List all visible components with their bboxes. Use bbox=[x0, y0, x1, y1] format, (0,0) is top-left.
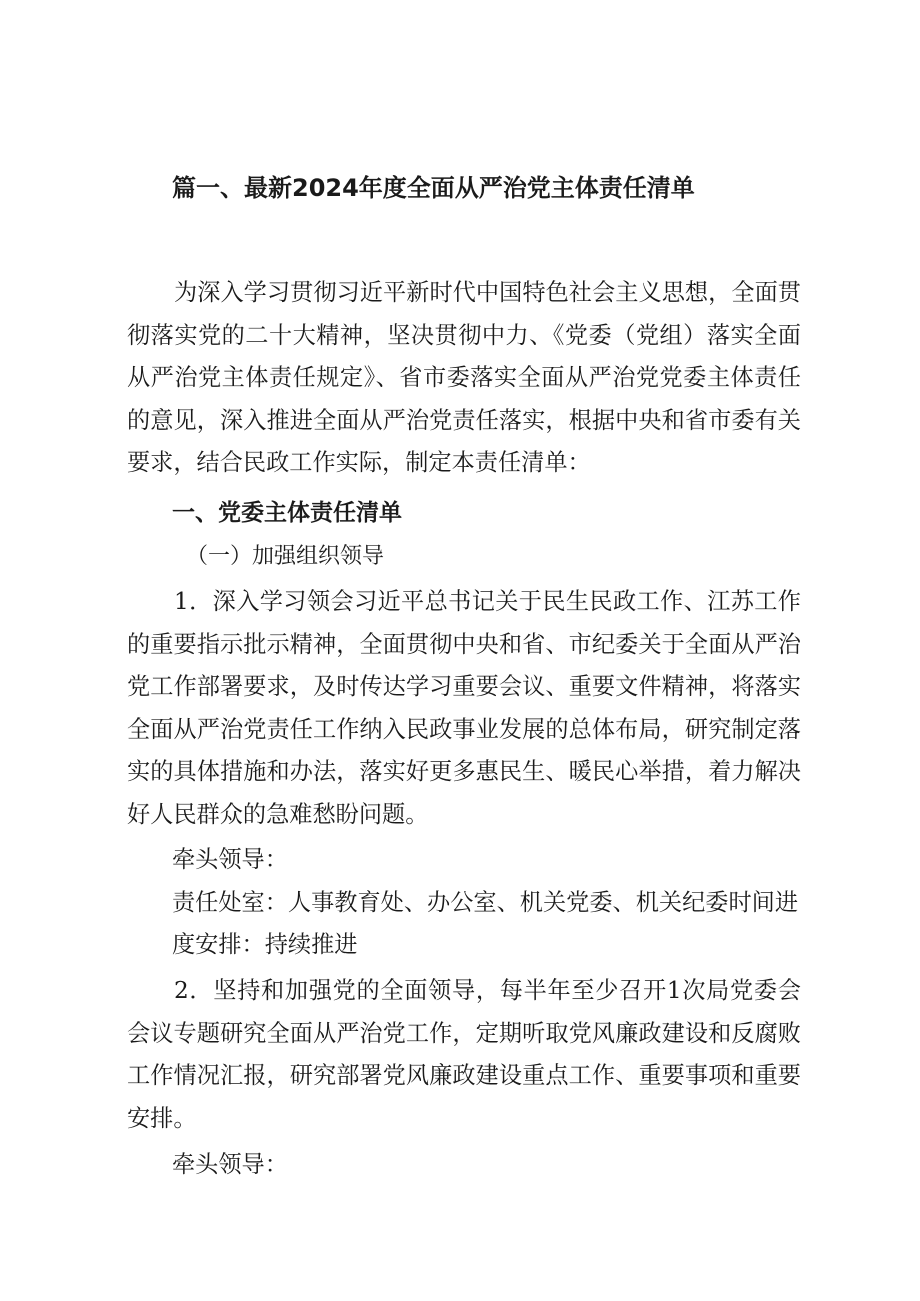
item-1-paragraph: 1．深入学习领会习近平总书记关于民生民政工作、江苏工作的重要指示批示精神，全面贯彻中央和省、市纪委关于全面从严治党工作部署要求，及时传达学习重要会议、重要文件精神，将落实全面从严治党责任工作纳入民政事业发展的总体布局，研究制定落实的具体措施和办法，落实好更多惠民生、暖民心举措，着力解决好人民群众的急难愁盼问题。 bbox=[127, 588, 801, 828]
item-1-dept-line2: 度安排：持续推进 bbox=[172, 931, 358, 958]
item-2-lead: 牵头领导： bbox=[172, 1151, 288, 1178]
item-1-lead: 牵头领导： bbox=[172, 846, 288, 873]
section-heading: 一、党委主体责任清单 bbox=[172, 500, 402, 526]
item-1-dept-line1: 责任处室：人事教育处、办公室、机关党委、机关纪委时间进 bbox=[172, 889, 799, 916]
item-2-paragraph: 2．坚持和加强党的全面领导，每半年至少召开1次局党委会会议专题研究全面从严治党工作，定期听取党风廉政建设和反腐败工作情况汇报，研究部署党风廉政建设重点工作、重要事项和重要安排。 bbox=[127, 977, 801, 1132]
document-title: 篇一、最新2024年度全面从严治党主体责任清单 bbox=[172, 174, 695, 202]
intro-paragraph: 为深入学习贯彻习近平新时代中国特色社会主义思想，全面贯彻落实党的二十大精神，坚决贯彻中力、《党委（党组）落实全面从严治党主体责任规定》、省市委落实全面从严治党党委主体责任的意见，深入推进全面从严治党责任落实，根据中央和省市委有关要求，结合民政工作实际，制定本责任清单： bbox=[127, 279, 801, 476]
subsection-heading: （一）加强组织领导 bbox=[186, 544, 385, 569]
